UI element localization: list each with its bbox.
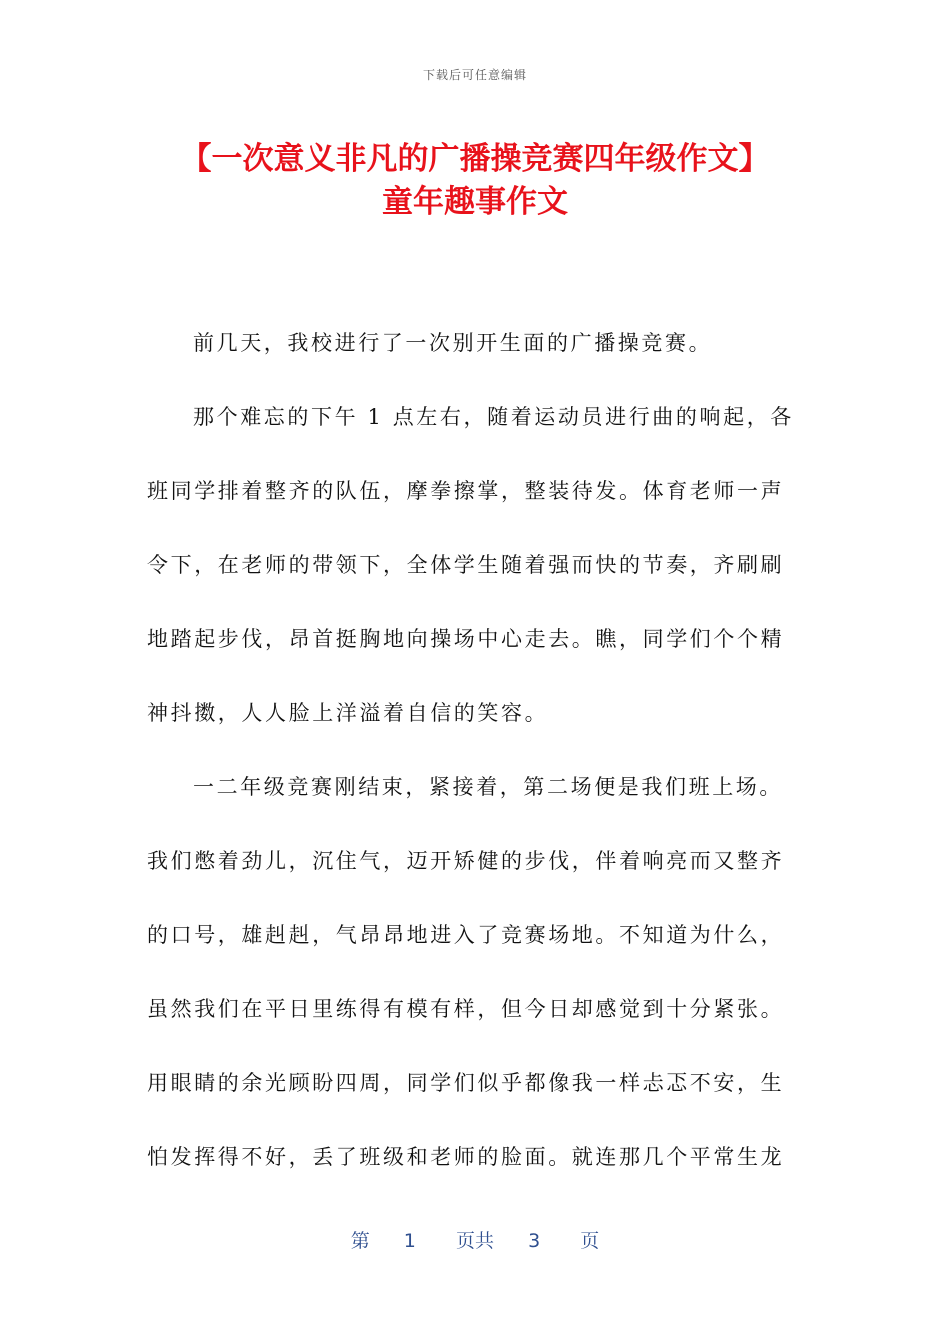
paragraph-line: 前几天，我校进行了一次别开生面的广播操竞赛。 (193, 331, 713, 355)
paragraph-line: 用眼睛的余光顾盼四周，同学们似乎都像我一样忐忑不安，生 (147, 1071, 785, 1095)
article-body (147, 323, 792, 1211)
paragraph-line: 的口号，雄赳赳，气昂昂地进入了竞赛场地。不知道为什么， (147, 923, 785, 947)
paragraph-line: 一二年级竞赛刚结束，紧接着，第二场便是我们班上场。 (193, 775, 783, 799)
footer-prefix: 第 (350, 1230, 370, 1252)
paragraph-line: 班同学排着整齐的队伍，摩拳擦掌，整装待发。体育老师一声 (147, 479, 785, 503)
paragraph-line: 那个难忘的下午 1 点左右，随着运动员进行曲的响起，各 (193, 405, 794, 429)
paragraph-line: 我们憋着劲儿，沉住气，迈开矫健的步伐，伴着响亮而又整齐 (147, 849, 785, 873)
footer-middle: 页共 (455, 1230, 494, 1252)
title-line-1: 【一次意义非凡的广播操竞赛四年级作文】 (180, 141, 770, 177)
paragraph-line: 神抖擞，人人脸上洋溢着自信的笑容。 (147, 701, 549, 725)
header-note: 下载后可任意编辑 (422, 68, 527, 82)
total-page-count: 3 (528, 1230, 541, 1252)
paragraph-line: 怕发挥得不好，丢了班级和老师的脸面。就连那几个平常生龙 (147, 1145, 785, 1169)
footer-suffix: 页 (580, 1230, 600, 1252)
paragraph-line: 虽然我们在平日里练得有模有样，但今日却感觉到十分紧张。 (147, 997, 785, 1021)
document-title (80, 138, 870, 224)
title-line-2: 童年趣事作文 (382, 184, 568, 220)
page-footer (0, 1226, 950, 1253)
paragraph-line: 地踏起步伐，昂首挺胸地向操场中心走去。瞧，同学们个个精 (147, 627, 785, 651)
paragraph-line: 令下，在老师的带领下，全体学生随着强而快的节奏，齐刷刷 (147, 553, 785, 577)
current-page-number: 1 (403, 1230, 416, 1252)
